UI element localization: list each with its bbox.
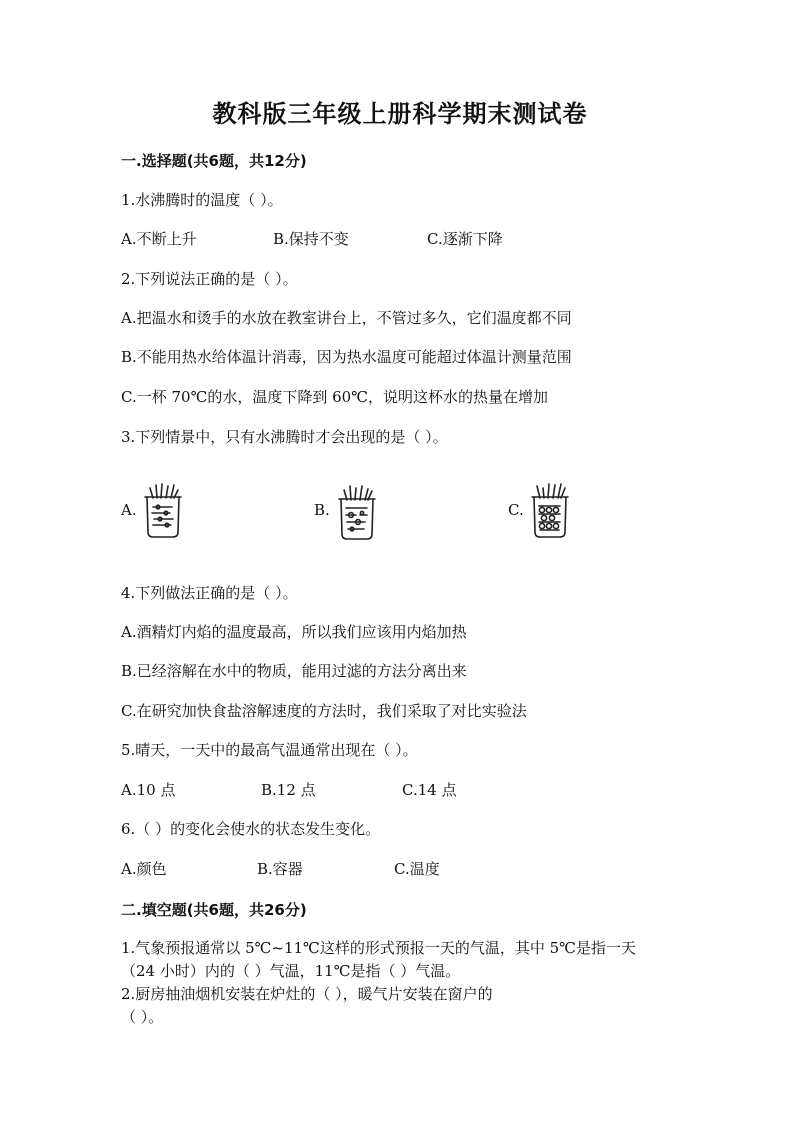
question-6-option-c: C.温度 — [394, 860, 440, 878]
beaker-a-image — [140, 482, 186, 540]
question-2-stem: 2.下列说法正确的是（ ）。 — [121, 270, 298, 288]
question-5-option-a: A.10 点 — [121, 781, 176, 799]
question-6-stem: 6.（ ）的变化会使水的状态发生变化。 — [121, 820, 381, 838]
question-2-option-b: B.不能用热水给体温计消毒，因为热水温度可能超过体温计测量范围 — [121, 348, 572, 366]
question-5-option-b: B.12 点 — [261, 781, 316, 799]
question-3-option-b-label: B. — [314, 501, 330, 519]
beaker-c-image — [527, 482, 573, 540]
question-6-option-a: A.颜色 — [121, 860, 167, 878]
question-2-option-c: C.一杯 70℃的水，温度下降到 60℃，说明这杯水的热量在增加 — [121, 388, 548, 406]
fill-question-2-line-2: （ ）。 — [121, 1008, 164, 1026]
question-4-option-b: B.已经溶解在水中的物质，能用过滤的方法分离出来 — [121, 662, 467, 680]
question-6-option-b: B.容器 — [257, 860, 303, 878]
beaker-b-image — [334, 484, 380, 542]
question-1-option-b: B.保持不变 — [273, 230, 349, 248]
fill-question-1-line-1: 1.气象预报通常以 5℃~11℃这样的形式预报一天的气温，其中 5℃是指一天 — [121, 939, 636, 957]
question-1-option-a: A.不断上升 — [121, 230, 197, 248]
question-3-option-c-label: C. — [508, 501, 524, 519]
question-1-stem: 1.水沸腾时的温度（ ）。 — [121, 191, 283, 209]
question-3-stem: 3.下列情景中，只有水沸腾时才会出现的是（ ）。 — [121, 428, 448, 446]
question-4-option-a: A.酒精灯内焰的温度最高，所以我们应该用内焰加热 — [121, 623, 467, 641]
question-5-stem: 5.晴天，一天中的最高气温通常出现在（ ）。 — [121, 741, 418, 759]
fill-question-2-line-1: 2.厨房抽油烟机安装在炉灶的（ ），暖气片安装在窗户的 — [121, 985, 493, 1003]
question-2-option-a: A.把温水和烫手的水放在教室讲台上，不管过多久，它们温度都不同 — [121, 309, 572, 327]
section-heading-choice: 一.选择题(共6题，共12分) — [121, 152, 307, 170]
question-4-option-c: C.在研究加快食盐溶解速度的方法时，我们采取了对比实验法 — [121, 702, 527, 720]
question-4-stem: 4.下列做法正确的是（ ）。 — [121, 584, 298, 602]
question-3-option-a-label: A. — [121, 501, 137, 519]
question-5-option-c: C.14 点 — [402, 781, 457, 799]
section-heading-fill-blank: 二.填空题(共6题，共26分) — [121, 901, 307, 919]
question-1-option-c: C.逐渐下降 — [427, 230, 503, 248]
fill-question-1-line-2: （24 小时）内的（ ）气温，11℃是指（ ）气温。 — [121, 962, 461, 980]
page-title: 教科版三年级上册科学期末测试卷 — [212, 100, 588, 128]
